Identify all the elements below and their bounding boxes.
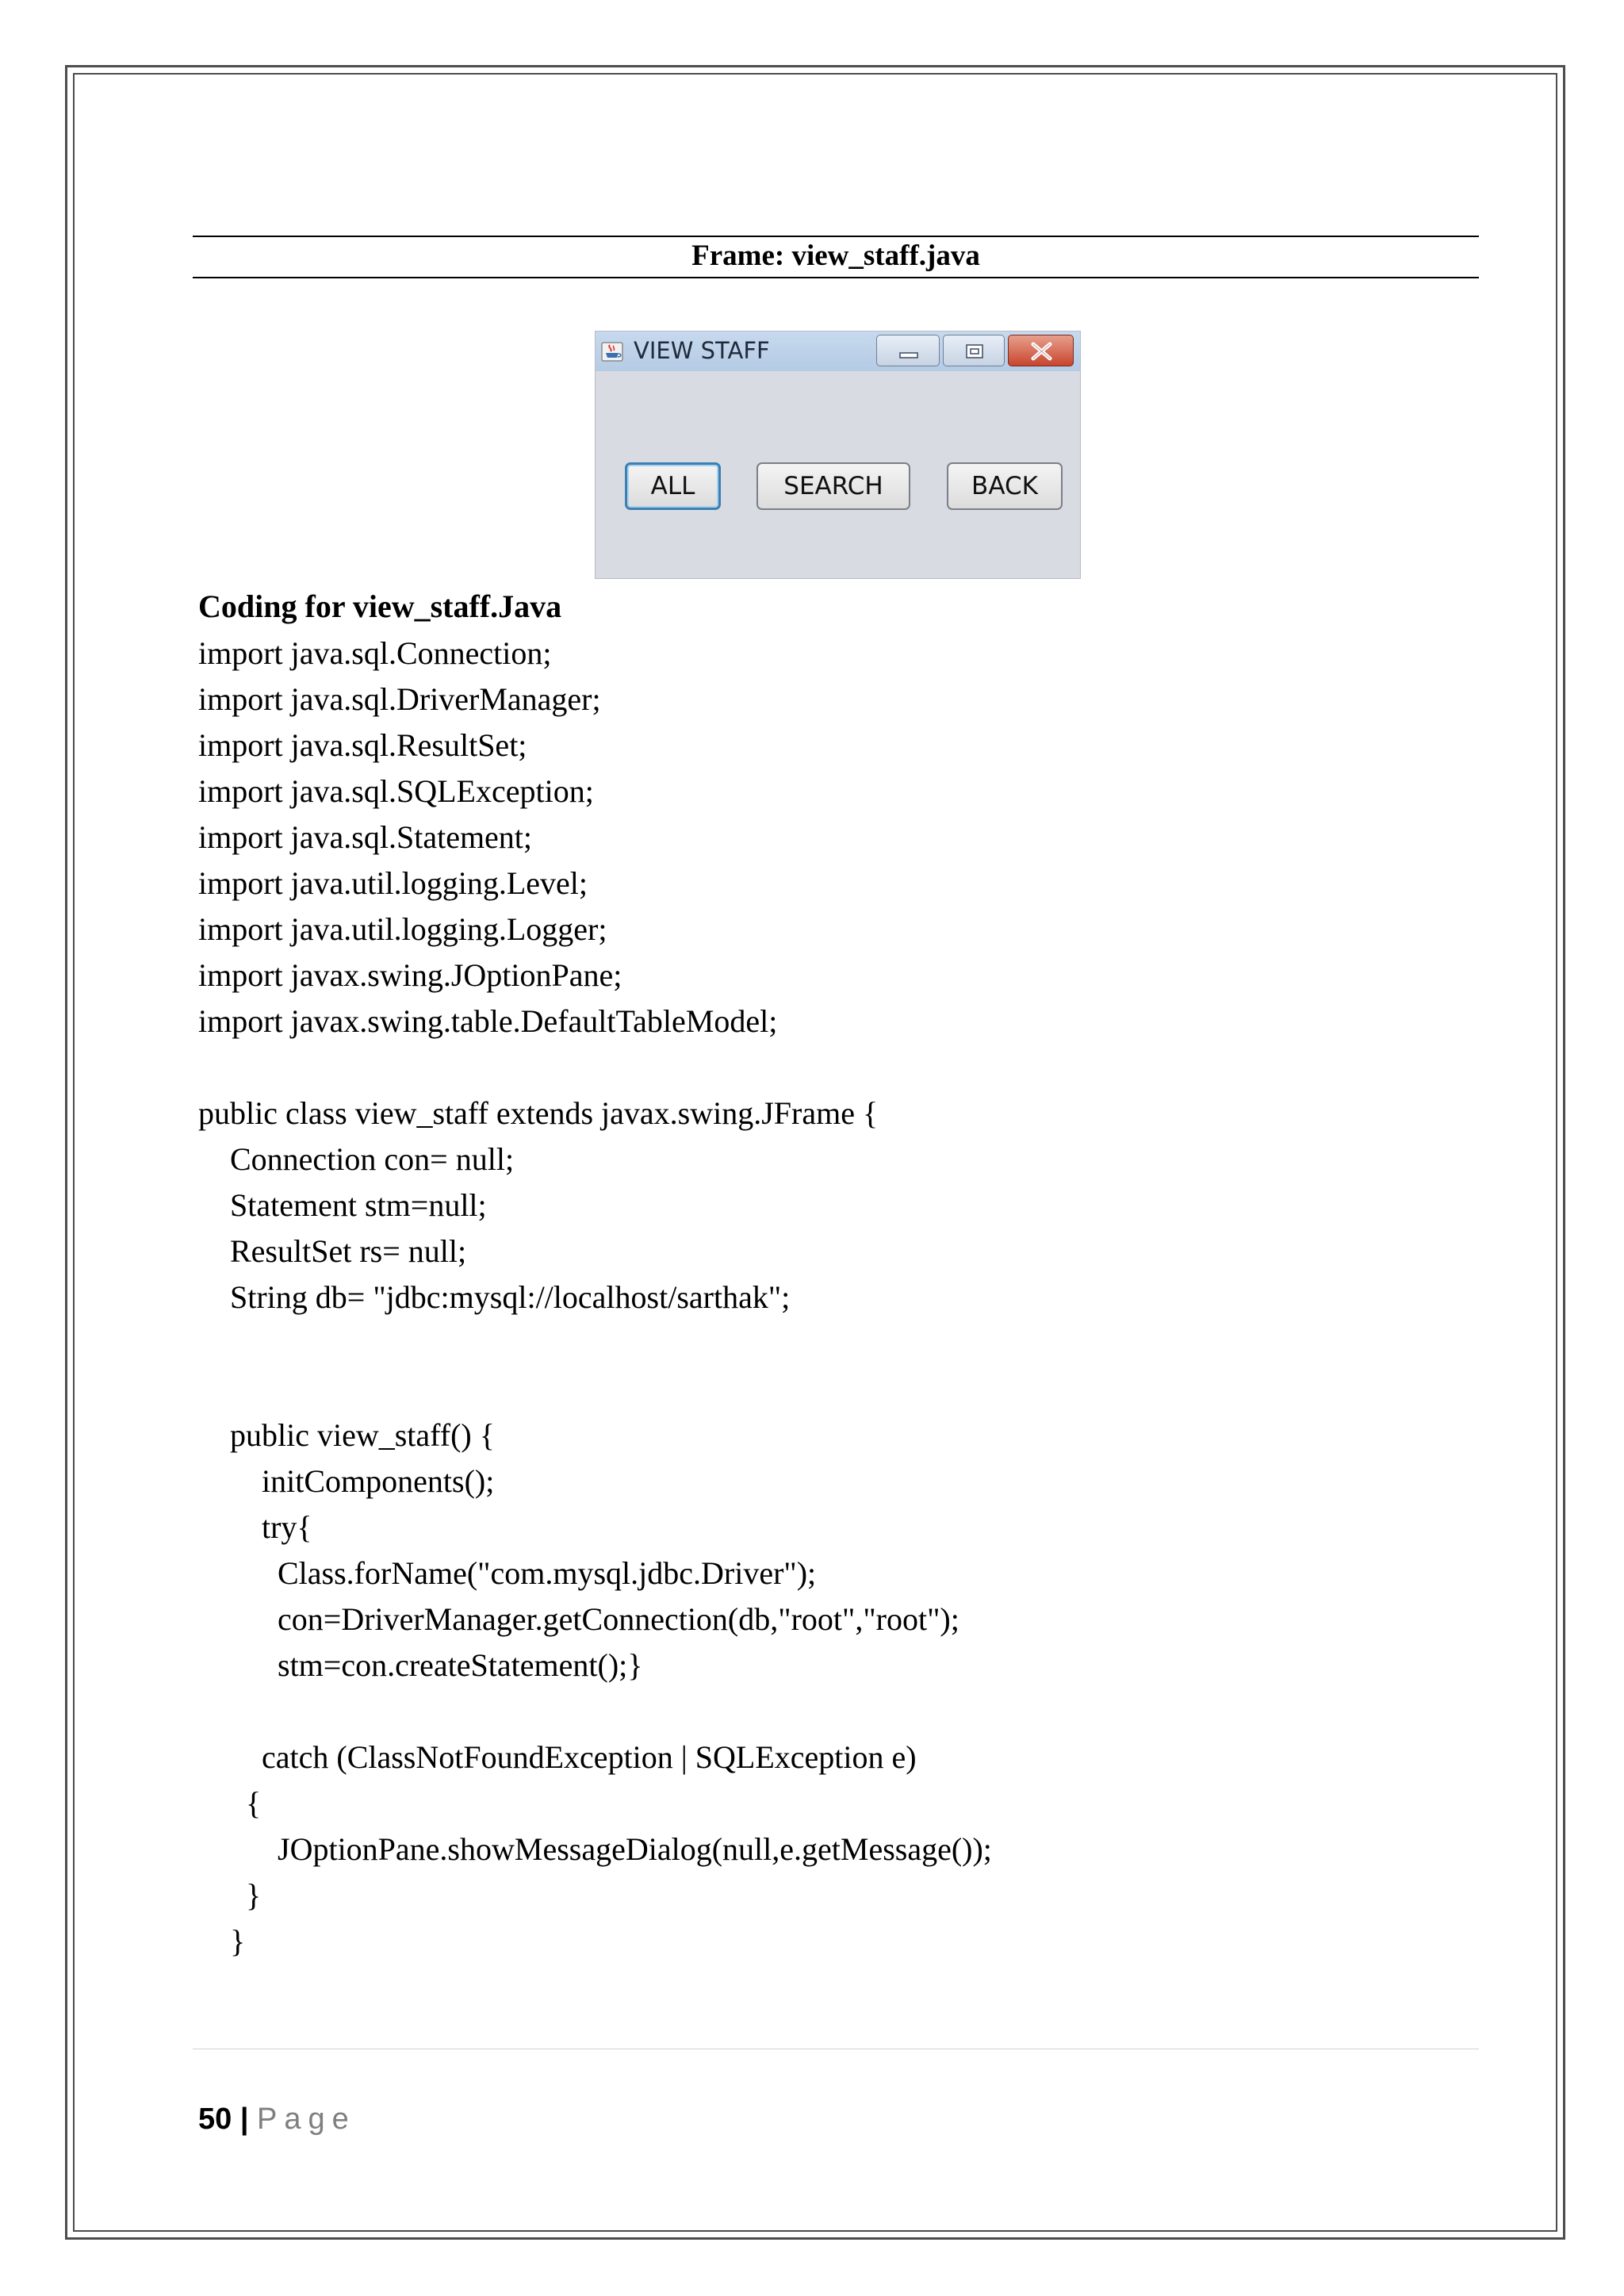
view-staff-window-screenshot: [595, 331, 1081, 579]
code-line: import java.sql.Connection;: [198, 635, 552, 671]
code-line: con=DriverManager.getConnection(db,"root","root");: [198, 1601, 959, 1637]
back-button[interactable]: BACK: [947, 462, 1063, 510]
code-heading: Coding for view_staff.Java: [198, 588, 562, 624]
code-line: Class.forName("com.mysql.jdbc.Driver");: [198, 1555, 817, 1591]
code-line: Connection con= null;: [198, 1141, 515, 1177]
code-line: try{: [198, 1509, 312, 1545]
maximize-button[interactable]: [943, 335, 1005, 366]
page-label: Page: [257, 2102, 356, 2136]
minimize-icon: [877, 335, 940, 367]
code-line: String db= "jdbc:mysql://localhost/sarthak";: [198, 1279, 791, 1315]
code-line: import java.sql.Statement;: [198, 819, 533, 855]
page-number: 50: [198, 2102, 232, 2136]
code-line: stm=con.createStatement();}: [198, 1647, 643, 1683]
close-icon: [1009, 335, 1074, 367]
code-line: }: [198, 1923, 246, 1959]
code-line: catch (ClassNotFoundException | SQLException e): [198, 1739, 917, 1775]
page-footer: [198, 2099, 356, 2139]
code-line: initComponents();: [198, 1463, 495, 1499]
code-line: {: [198, 1785, 262, 1821]
window-title: VIEW STAFF: [634, 337, 770, 364]
code-line: import javax.swing.table.DefaultTableModel;: [198, 1003, 778, 1039]
code-line: }: [198, 1877, 262, 1913]
footer-separator: |: [232, 2102, 258, 2136]
window-titlebar: [596, 332, 1080, 371]
close-button[interactable]: [1008, 335, 1074, 366]
minimize-button[interactable]: [876, 335, 940, 366]
frame-title: Frame: view_staff.java: [691, 240, 980, 272]
maximize-icon: [944, 335, 1005, 367]
code-line: JOptionPane.showMessageDialog(null,e.getMessage());: [198, 1831, 992, 1867]
all-button[interactable]: ALL: [625, 462, 721, 510]
code-line: import java.sql.DriverManager;: [198, 681, 601, 717]
code-line: import java.util.logging.Logger;: [198, 911, 607, 947]
code-line: import java.util.logging.Level;: [198, 865, 588, 901]
java-cup-icon: [599, 339, 625, 363]
code-line: public view_staff() {: [198, 1417, 495, 1453]
code-line: import java.sql.ResultSet;: [198, 727, 527, 763]
code-line: import javax.swing.JOptionPane;: [198, 957, 622, 993]
code-line: import java.sql.SQLException;: [198, 773, 594, 809]
code-line: Statement stm=null;: [198, 1187, 487, 1223]
code-line: ResultSet rs= null;: [198, 1233, 467, 1269]
code-line: public class view_staff extends javax.swing.JFrame {: [198, 1095, 879, 1131]
search-button[interactable]: SEARCH: [756, 462, 910, 510]
header-rule-bottom: [193, 277, 1479, 278]
